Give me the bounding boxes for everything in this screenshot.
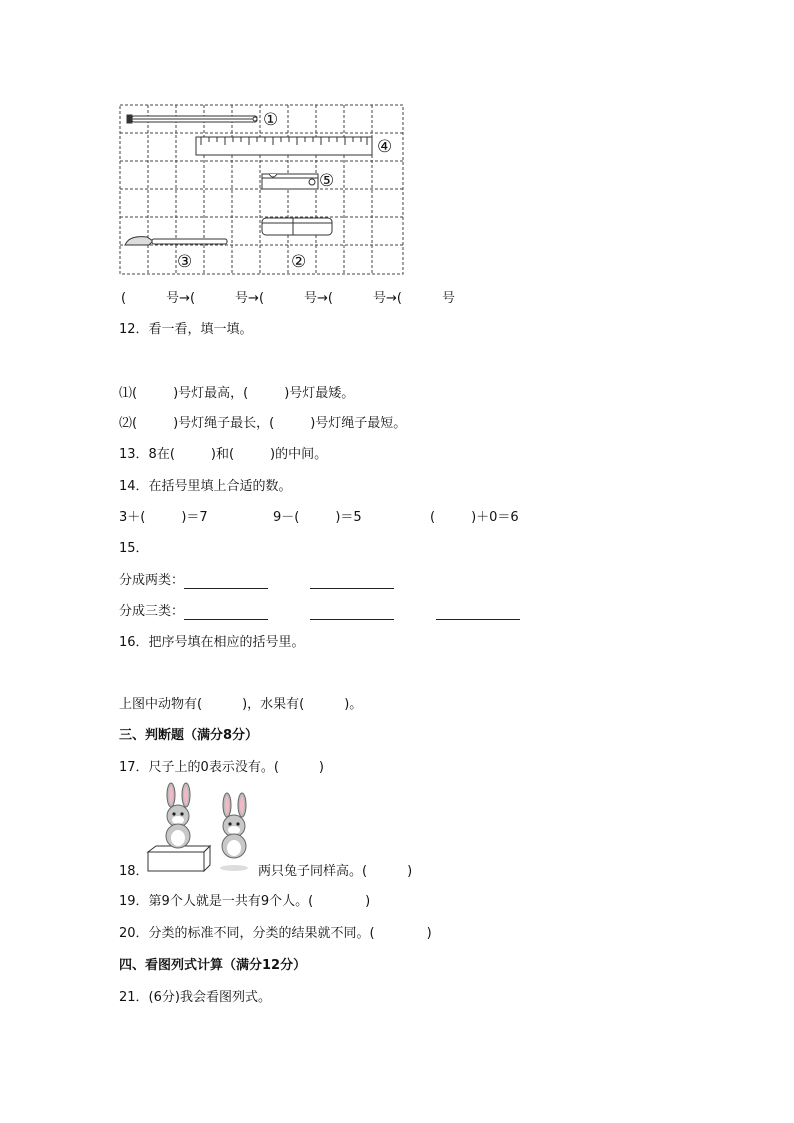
section-4-title: 四、看图列式计算（满分12分） [119,958,307,973]
q18-c: ) [407,864,413,879]
sharpener-icon [262,174,318,189]
order-open: ( [121,291,127,306]
q20-b: ) [426,926,432,941]
q12-p2-b: )号灯绳子最长，( [173,416,275,431]
q14-e1-a: 3＋( [119,510,146,525]
q18-b: 两只兔子同样高。( [258,864,368,879]
label-2: ② [291,252,307,272]
section-3-title: 三、判断题（满分8分） [119,728,259,743]
q16-title: 16．把序号填在相应的括号里。 [119,635,305,650]
label-3: ③ [177,252,193,272]
q15-three-label: 分成三类： [119,604,185,619]
q15-two-label: 分成两类： [119,573,185,588]
q14-expr-3 [430,510,519,526]
q13-line [119,447,327,463]
q12-part1 [119,386,354,402]
q14-title: 14．在括号里填上合适的数。 [119,479,292,494]
answer-blank[interactable] [184,574,268,589]
q11-order-row [121,291,455,307]
eraser-icon [262,218,332,235]
answer-blank[interactable] [310,605,394,620]
q14-e3-a: ( [430,510,436,525]
label-4: ④ [377,137,393,157]
q16-c: )。 [344,697,363,712]
q15-three-classes [119,604,520,620]
q16-a: 上图中动物有( [119,697,203,712]
q17-line [119,760,324,776]
q17-a: 17．尺子上的0表示没有。( [119,760,279,775]
label-1: ① [263,110,279,130]
rabbit-icon [220,793,248,871]
rabbits-illustration [146,782,266,872]
q12-title: 12．看一看，填一填。 [119,322,253,337]
q20-a: 20．分类的标准不同，分类的结果就不同。( [119,926,375,941]
q18-line [258,864,412,880]
q12-p2-c: )号灯绳子最短。 [310,416,407,431]
q12-p1-b: )号灯最高，( [173,386,249,401]
q13-c: )的中间。 [270,447,328,462]
order-sep-4: 号→( [372,291,402,306]
q13-b: )和( [210,447,235,462]
q14-e2-a: 9－( [273,510,300,525]
q12-part2 [119,416,406,432]
q15-two-classes [119,573,394,589]
q19-line [119,894,370,910]
q14-expr-2 [273,510,362,526]
q12-p1-a: ⑴( [119,386,138,401]
order-sep-3: 号→( [304,291,333,306]
order-end: 号 [441,291,455,306]
pencil-icon [127,115,257,123]
q14-e2-b: )＝5 [335,510,362,525]
q12-p1-c: )号灯最矮。 [284,386,355,401]
q13-a: 13．8在( [119,447,175,462]
answer-blank[interactable] [184,605,268,620]
ruler-icon [196,137,372,155]
q12-p2-a: ⑵( [119,416,138,431]
order-sep-1: 号→( [166,291,196,306]
q15-title: 15． [119,541,149,556]
label-5: ⑤ [319,171,335,191]
answer-blank[interactable] [436,605,520,620]
q14-e3-b: )＋0＝6 [471,510,519,525]
q18-number: 18． [119,864,149,879]
q19-b: ) [365,894,371,909]
q17-b: ) [318,760,324,775]
q21-title: 21．(6分)我会看图列式。 [119,990,271,1005]
q14-expr-1 [119,510,208,526]
objects-grid-figure [119,104,405,276]
order-sep-2: 号→( [235,291,265,306]
q14-e1-b: )＝7 [181,510,208,525]
q16-answer [119,697,362,713]
q19-a: 19．第9个人就是一共有9个人。( [119,894,314,909]
box-icon [148,852,204,871]
rabbit-icon [166,783,190,848]
q20-line [119,926,432,942]
q16-b: )，水果有( [242,697,305,712]
answer-blank[interactable] [310,574,394,589]
